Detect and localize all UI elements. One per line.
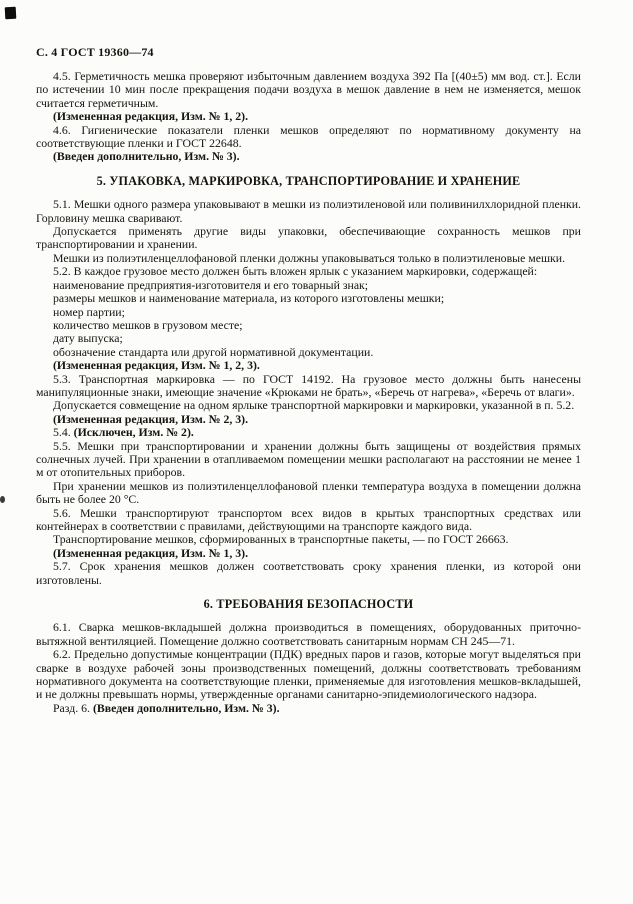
clause-5-2-item-3: номер партии; — [53, 304, 125, 319]
section-heading-5: 5. УПАКОВКА, МАРКИРОВКА, ТРАНСПОРТИРОВАНИЕ И ХРАНЕНИЕ — [96, 173, 521, 188]
section-6-footnote-note: (Введен дополнительно, Изм. № 3). — [92, 700, 280, 715]
clause-5-5: 5.5. Мешки при транспортировании и хранении должны быть защищены от воздействия прямых солнечных лучей. При хранении в отапливаемом помещении мешки располагают на расстоянии не менее 1 м от отопительных приборов. — [36, 438, 581, 480]
clause-5-6: 5.6. Мешки транспортируют транспортом всех видов в крытых транспортных средствах или контейнерах в соответствии с правилами, действующими на транспорте каждого вида. — [36, 505, 581, 533]
clause-5-5-para-2: При хранении мешков из полиэтиленцеллофановой пленки температура воздуха в помещении должна быть не более 20 °С. — [36, 478, 581, 507]
clause-5-6-amendment-note: (Измененная редакция, Изм. № 1, 3). — [53, 545, 249, 560]
clause-5-2-item-4: количество мешков в грузовом месте; — [53, 317, 243, 332]
section-6-footnote-prefix: Разд. 6. — [53, 700, 93, 715]
section-heading-6: 6. ТРЕБОВАНИЯ БЕЗОПАСНОСТИ — [203, 597, 414, 612]
clause-5-4-number: 5.4. — [53, 425, 74, 440]
clause-5-2-item-5: дату выпуска; — [53, 331, 123, 346]
clause-4-5: 4.5. Герметичность мешка проверяют избыточным давлением воздуха 392 Па [(40±5) мм вод. ст.]. Если по истечении 10 мин после прекращения подачи воздуха в мешок давление в нем не изменяется, мешок считается герметичным. — [36, 69, 581, 110]
page-header: С. 4 ГОСТ 19360—74 — [36, 45, 154, 59]
clause-5-3-amendment-note: (Измененная редакция, Изм. № 2, 3). — [53, 411, 249, 426]
page-body — [36, 46, 581, 715]
clause-5-1-para-2: Допускается применять другие виды упаковки, обеспечивающие сохранность мешков при транспортировании и хранении. — [36, 224, 581, 252]
clause-5-6-para-2: Транспортирование мешков, сформированных в транспортные пакеты, — по ГОСТ 26663. — [53, 532, 509, 547]
clause-4-5-amendment-note: (Измененная редакция, Изм. № 1, 2). — [53, 109, 249, 124]
section-6-footnote — [36, 702, 581, 715]
clause-5-2-amendment-note: (Измененная редакция, Изм. № 1, 2, 3). — [53, 358, 260, 373]
clause-5-4-excluded-note: (Исключен, Изм. № 2). — [73, 425, 194, 440]
clause-5-2-item-1: наименование предприятия-изготовителя и его товарный знак; — [53, 277, 369, 292]
clause-5-3-para-2: Допускается совмещение на одном ярлыке транспортной маркировки и маркировки, указанной в п. 5.2. — [53, 398, 575, 413]
clause-5-4 — [36, 426, 581, 439]
clause-6-1: 6.1. Сварка мешков-вкладышей должна производиться в помещениях, оборудованных приточно-вытяжной вентиляцией. Помещение должно соответствовать санитарным нормам СН 245—71. — [36, 620, 581, 648]
clause-4-6: 4.6. Гигиенические показатели пленки мешков определяют по нормативному документу на соответствующие пленки и ГОСТ 22648. — [36, 122, 581, 151]
clause-5-2-item-2: размеры мешков и наименование материала, из которого изготовлены мешки; — [53, 291, 445, 306]
clause-5-7: 5.7. Срок хранения мешков должен соответствовать сроку хранения пленки, из которой они изготовлены. — [36, 559, 581, 587]
clause-5-2: 5.2. В каждое грузовое место должен быть вложен ярлык с указанием маркировки, содержащей: — [53, 264, 538, 279]
clause-5-2-item-6: обозначение стандарта или другой нормативной документации. — [53, 344, 374, 359]
clause-5-1: 5.1. Мешки одного размера упаковывают в мешки из полиэтиленовой или поливинилхлоридной пленки. Горловину мешка сваривают. — [36, 197, 581, 225]
scan-edge-speck — [0, 496, 5, 503]
clause-5-3: 5.3. Транспортная маркировка — по ГОСТ 14192. На грузовое место должны быть нанесены манипуляционные знаки, имеющие значение «Крюками не брать», «Беречь от нагрева», «Беречь от влаги». — [36, 371, 581, 399]
clause-6-2: 6.2. Предельно допустимые концентрации (ПДК) вредных паров и газов, которые могут выделяться при сварке в воздухе рабочей зоны производственных помещений, должны соответствовать требованиям нормативного документа на соответствующие пленки, применяемые для изготовления мешков-вкладышей, и не должны превышать нормы, утвержденные органами санитарно-эпидемиологического надзора. — [36, 647, 581, 702]
scan-corner-mark — [5, 7, 17, 20]
clause-5-1-para-3: Мешки из полиэтиленцеллофановой пленки должны упаковываться только в полиэтиленовые мешки. — [53, 250, 566, 265]
clause-4-6-amendment-note: (Введен дополнительно, Изм. № 3). — [53, 149, 240, 164]
